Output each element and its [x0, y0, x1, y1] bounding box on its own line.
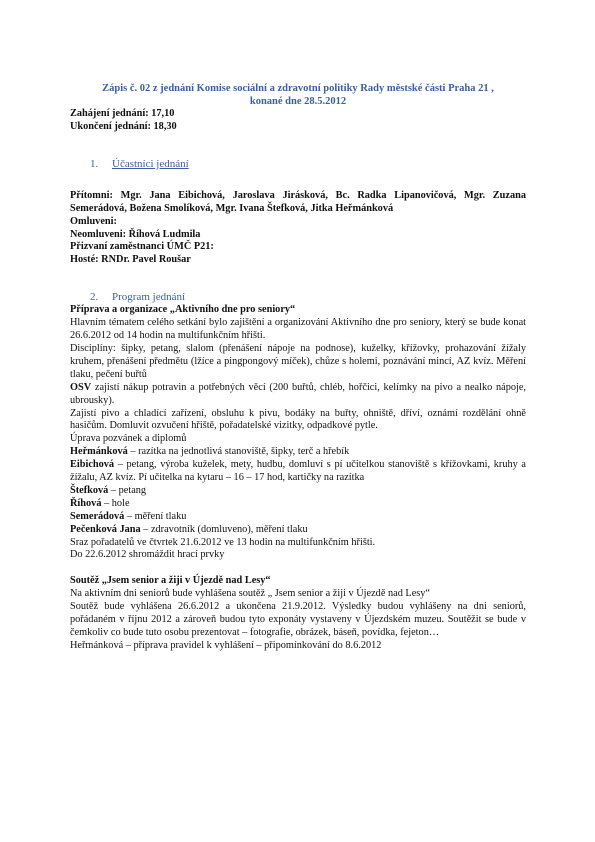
meeting-end: Ukončení jednání: 18,30	[70, 120, 177, 132]
task-text: – petang, výroba kuželek, mety, hudbu, domluví s pí učitelkou stanoviště s křížovkami, kruhy a žížalu, AZ kvíz. Pí učitelka na kytaru – 16 – 17 hod, kartičky na razítka	[70, 459, 526, 484]
subsection-1-title: Příprava a organizace „Aktivního dne pro seniory“	[70, 304, 296, 316]
section-2-number: 2.	[90, 291, 99, 304]
task-item	[70, 446, 526, 459]
task-person: Pečenková Jana	[70, 523, 141, 535]
osv-text: zajistí nákup potravin a potřebných věcí (200 buřtů, chléb, hořčici, kelímky na pivo a nealko nápoje, ubrousky).	[70, 381, 526, 406]
subsection-2-title: Soutěž „Jsem senior a žiji v Újezdě nad Lesy“	[70, 575, 271, 587]
task-person: Říhová	[70, 497, 102, 509]
meeting-start: Zahájení jednání: 17,10	[70, 108, 175, 119]
invited-staff: Přizvaní zaměstnanci ÚMČ P21:	[70, 241, 214, 253]
document-title	[70, 82, 526, 108]
document-page	[70, 82, 526, 653]
task-text: – hole	[101, 497, 130, 509]
task-text: – měření tlaku	[124, 510, 187, 522]
section-1-number: 1.	[90, 157, 99, 170]
osv-label: OSV	[70, 381, 92, 393]
task-text: – petang	[108, 484, 147, 496]
task-item	[70, 485, 526, 498]
section-1-title: Účastníci jednání	[112, 157, 189, 170]
section-1-heading	[90, 158, 526, 171]
paragraph-contest-details: Soutěž bude vyhlášena 26.6.2012 a ukončena 21.9.2012. Výsledky budou vyhlášeny na dni seniorů, pořádaném v říjnu 2012 a zároveň budou tyto exponáty vystaveny v Újezdském muzeu. Soutěžit se bude v čemkoliv co bude tuto osobu prezentovat – fotografie, obrázek, báseň, povídka, fejeton…	[70, 601, 526, 638]
paragraph-osv	[70, 382, 526, 408]
task-person: Semerádová	[70, 510, 125, 522]
paragraph-logistics: Zajistí pivo a chladící zařízení, obsluhu k pivu, bodáky na buřty, ohniště, dříví, oznámí rozdělání ohně hasičům. Domluvit ozvučení hřiště, pořadatelské vizitky, odpadkové pytle.	[70, 407, 526, 432]
present-members: Přítomni: Mgr. Jana Eibichová, Jaroslava Jirásková, Bc. Radka Lipanovičová, Mgr. Zuzana Semerádová, Božena Smolíková, Mgr. Ivana Štefková, Jitka Heřmánková	[70, 189, 526, 214]
section-2-title: Program jednání	[112, 291, 186, 304]
paragraph-contest-announce: Na aktivním dni seniorů bude vyhlášena soutěž „ Jsem senior a žiji v Újezdě nad Lesy“	[70, 588, 430, 600]
unexcused-members: Neomluveni: Říhová Ludmila	[70, 228, 201, 240]
paragraph-invitations: Úprava pozvánek a diplomů	[70, 433, 187, 445]
task-person: Štefková	[70, 484, 109, 496]
title-line-1: Zápis č. 02 z jednání Komise sociální a zdravotní politiky Rady městské části Praha 21 ,	[102, 83, 494, 94]
task-text: – razítka na jednotlivá stanoviště, šipky, terč a hřebík	[127, 446, 350, 458]
excused-members: Omluveni:	[70, 215, 117, 227]
task-person: Eibichová	[70, 459, 115, 471]
task-person: Heřmánková	[70, 446, 128, 458]
task-item	[70, 498, 526, 511]
task-text: – zdravotník (domluveno), měření tlaku	[140, 523, 308, 535]
task-item	[70, 511, 526, 524]
section-2-heading	[90, 291, 526, 304]
paragraph-disciplines: Disciplíny: šipky, petang, slalom (přenášení nápoje na podnose), kuželky, křížovky, prohazování žížaly kruhem, přenášení předmětu (lžíce a pingpongový míček), chůze s holemi, poznávání mincí, AZ kvíz. Měření tlaku, pečení buřtů	[70, 342, 526, 380]
guests: Hosté: RNDr. Pavel Roušar	[70, 254, 191, 266]
task-item	[70, 524, 526, 537]
task-item	[70, 459, 526, 485]
paragraph-game-items: Do 22.6.2012 shromáždit hrací prvky	[70, 549, 225, 561]
paragraph-contest-rules: Heřmánková – příprava pravidel k vyhlášení – připomínkování do 8.6.2012	[70, 639, 382, 651]
paragraph-meeting-point: Sraz pořadatelů ve čtvrtek 21.6.2012 ve 13 hodin na multifunkčním hřišti.	[70, 536, 376, 548]
paragraph-main-topic: Hlavním tématem celého setkání bylo zajištění a organizování Aktivního dne pro seniory, který se bude konat 26.6.2012 od 14 hodin na multifunkčním hřišti.	[70, 317, 526, 342]
title-line-2: konané dne 28.5.2012	[249, 96, 347, 107]
